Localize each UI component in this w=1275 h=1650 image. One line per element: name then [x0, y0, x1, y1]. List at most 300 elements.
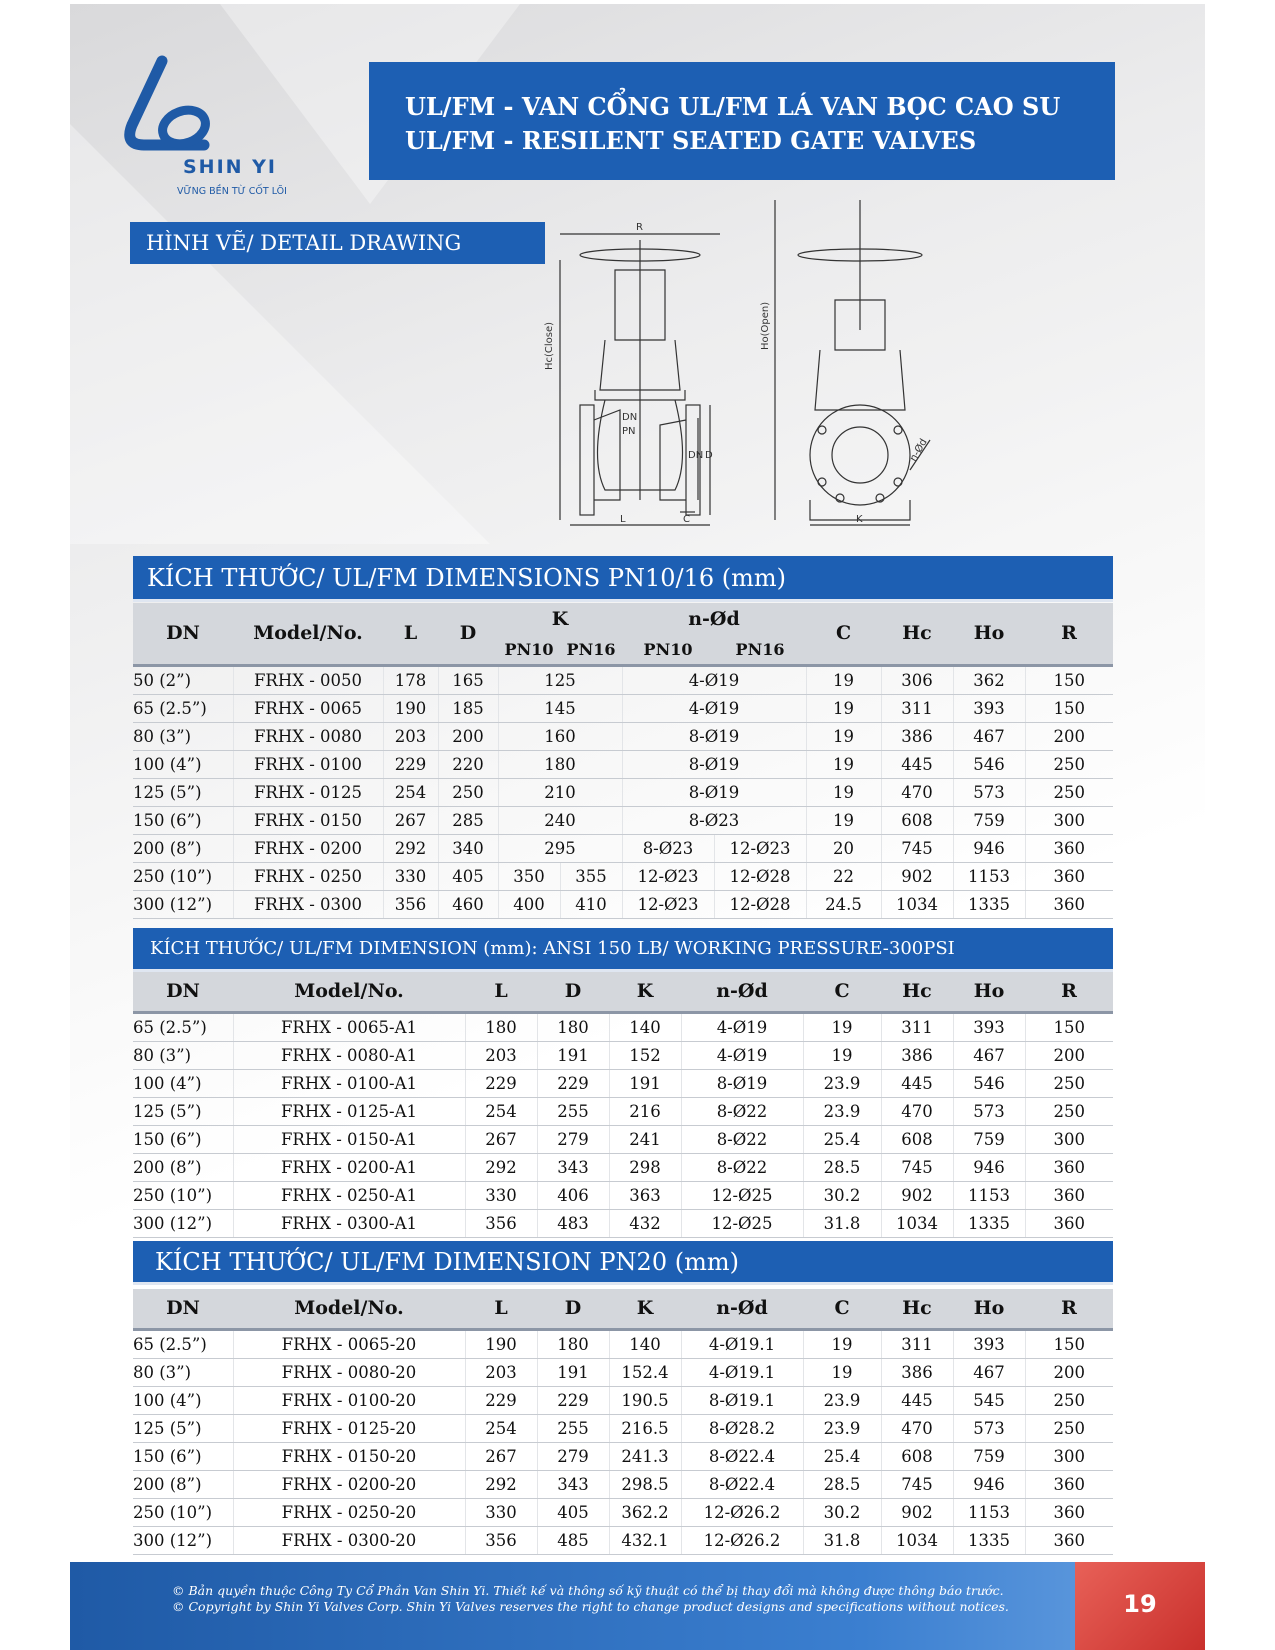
cell-d: 185: [438, 694, 498, 722]
cell-hc: 386: [881, 722, 953, 750]
cell-k-pn10: 400: [498, 890, 560, 918]
footer-copyright: [172, 1583, 1009, 1615]
label-hc: Hc(Close): [544, 321, 555, 370]
cell-d: 405: [438, 862, 498, 890]
table-row: [133, 1181, 1113, 1209]
label-dn: DN: [622, 412, 638, 423]
cell-l: 267: [465, 1442, 537, 1470]
cell-hc: 445: [881, 750, 953, 778]
cell-model: FRHX - 0125-A1: [233, 1097, 465, 1125]
label-c: C: [683, 514, 690, 525]
table-row: [133, 1012, 1113, 1041]
section-title-pn20: KÍCH THƯỚC/ UL/FM DIMENSION PN20 (mm): [133, 1241, 1113, 1285]
cell-d: 200: [438, 722, 498, 750]
label-dn-vertical: DN: [688, 450, 704, 461]
cell-c: 25.4: [803, 1442, 881, 1470]
header-r: R: [1025, 1289, 1113, 1329]
header-dn: DN: [133, 603, 233, 665]
cell-dn: 150 (6”): [133, 1125, 233, 1153]
cell-nod-pn10: 12-Ø23: [622, 862, 714, 890]
cell-dn: 80 (3”): [133, 722, 233, 750]
table-row: [133, 1358, 1113, 1386]
cell-d: 191: [537, 1358, 609, 1386]
cell-model: FRHX - 0050: [233, 665, 383, 694]
cell-model: FRHX - 0150-A1: [233, 1125, 465, 1153]
cell-k: 432.1: [609, 1526, 681, 1554]
cell-ho: 1335: [953, 1209, 1025, 1237]
header-c: C: [806, 603, 881, 665]
cell-r: 150: [1025, 694, 1113, 722]
cell-c: 19: [803, 1358, 881, 1386]
cell-model: FRHX - 0300-20: [233, 1526, 465, 1554]
cell-ho: 545: [953, 1386, 1025, 1414]
cell-hc: 306: [881, 665, 953, 694]
cell-k: 145: [498, 694, 622, 722]
cell-ho: 546: [953, 1069, 1025, 1097]
cell-hc: 311: [881, 1012, 953, 1041]
cell-c: 23.9: [803, 1414, 881, 1442]
cell-nod: 8-Ø22.4: [681, 1470, 803, 1498]
table-row: [133, 890, 1113, 918]
cell-l: 190: [465, 1329, 537, 1358]
cell-d: 483: [537, 1209, 609, 1237]
cell-nod: 8-Ø22: [681, 1125, 803, 1153]
table-row: [133, 778, 1113, 806]
title-vietnamese: UL/FM - VAN CỔNG UL/FM LÁ VAN BỌC CAO SU: [405, 92, 1061, 121]
cell-k: 191: [609, 1069, 681, 1097]
header-dn: DN: [133, 972, 233, 1012]
header-model: Model/No.: [233, 972, 465, 1012]
cell-r: 300: [1025, 1442, 1113, 1470]
cell-dn: 65 (2.5”): [133, 1012, 233, 1041]
cell-k: 298: [609, 1153, 681, 1181]
cell-d: 405: [537, 1498, 609, 1526]
cell-nod: 12-Ø25: [681, 1181, 803, 1209]
cell-ho: 467: [953, 722, 1025, 750]
title-english: UL/FM - RESILENT SEATED GATE VALVES: [405, 126, 977, 155]
cell-dn: 50 (2”): [133, 665, 233, 694]
brand-name: SHIN YI: [183, 156, 277, 178]
cell-l: 254: [465, 1097, 537, 1125]
table-row: [133, 722, 1113, 750]
table-row: [133, 834, 1113, 862]
cell-model: FRHX - 0200-20: [233, 1470, 465, 1498]
cell-nod-pn10: 12-Ø23: [622, 890, 714, 918]
cell-model: FRHX - 0200-A1: [233, 1153, 465, 1181]
cell-k-pn16: 355: [560, 862, 622, 890]
table-row: [133, 1526, 1113, 1554]
cell-k: 363: [609, 1181, 681, 1209]
cell-hc: 386: [881, 1041, 953, 1069]
cell-hc: 470: [881, 778, 953, 806]
cell-l: 292: [465, 1470, 537, 1498]
cell-k: 241: [609, 1125, 681, 1153]
cell-c: 23.9: [803, 1386, 881, 1414]
table-row: [133, 1498, 1113, 1526]
cell-dn: 150 (6”): [133, 806, 233, 834]
cell-k: 362.2: [609, 1498, 681, 1526]
cell-ho: 467: [953, 1358, 1025, 1386]
dimensions-table-pn20: [133, 1289, 1113, 1555]
cell-k: 160: [498, 722, 622, 750]
cell-c: 19: [803, 1329, 881, 1358]
cell-c: 30.2: [803, 1181, 881, 1209]
cell-l: 190: [383, 694, 438, 722]
header-d: D: [537, 1289, 609, 1329]
cell-r: 360: [1025, 1181, 1113, 1209]
cell-dn: 125 (5”): [133, 1414, 233, 1442]
cell-dn: 150 (6”): [133, 1442, 233, 1470]
cell-ho: 1153: [953, 1181, 1025, 1209]
table-row: [133, 1470, 1113, 1498]
cell-ho: 362: [953, 665, 1025, 694]
header-k: K: [609, 972, 681, 1012]
cell-dn: 100 (4”): [133, 1069, 233, 1097]
cell-c: 24.5: [806, 890, 881, 918]
cell-c: 19: [806, 665, 881, 694]
cell-c: 19: [806, 694, 881, 722]
cell-hc: 470: [881, 1097, 953, 1125]
cell-d: 285: [438, 806, 498, 834]
cell-nod: 12-Ø26.2: [681, 1498, 803, 1526]
cell-ho: 1153: [953, 862, 1025, 890]
cell-ho: 1335: [953, 890, 1025, 918]
cell-k: 295: [498, 834, 622, 862]
header-c: C: [803, 972, 881, 1012]
cell-l: 229: [465, 1386, 537, 1414]
cell-ho: 1153: [953, 1498, 1025, 1526]
cell-model: FRHX - 0080-20: [233, 1358, 465, 1386]
cell-ho: 1335: [953, 1526, 1025, 1554]
cell-l: 180: [465, 1012, 537, 1041]
table-row: [133, 665, 1113, 694]
cell-nod: 4-Ø19: [622, 694, 806, 722]
cell-c: 30.2: [803, 1498, 881, 1526]
header-nod: n-Ød: [681, 972, 803, 1012]
cell-l: 254: [465, 1414, 537, 1442]
cell-k: 152.4: [609, 1358, 681, 1386]
header-k-pn10: PN10: [498, 635, 560, 665]
cell-c: 19: [806, 778, 881, 806]
section-title-ansi-150: KÍCH THƯỚC/ UL/FM DIMENSION (mm): ANSI 150 LB/ WORKING PRESSURE-300PSI: [133, 928, 1113, 972]
cell-r: 200: [1025, 1358, 1113, 1386]
cell-dn: 300 (12”): [133, 890, 233, 918]
cell-d: 180: [537, 1329, 609, 1358]
cell-d: 343: [537, 1470, 609, 1498]
cell-k-pn10: 350: [498, 862, 560, 890]
cell-k: 241.3: [609, 1442, 681, 1470]
table-row: [133, 1209, 1113, 1237]
cell-l: 203: [383, 722, 438, 750]
cell-d: 279: [537, 1442, 609, 1470]
table-row: [133, 862, 1113, 890]
cell-hc: 608: [881, 806, 953, 834]
cell-k: 216.5: [609, 1414, 681, 1442]
cell-d: 343: [537, 1153, 609, 1181]
label-pn: PN: [622, 426, 636, 437]
cell-k: 210: [498, 778, 622, 806]
table-row: [133, 1386, 1113, 1414]
page-title: [369, 62, 1115, 180]
copyright-vietnamese: © Bản quyền thuộc Công Ty Cổ Phần Van Shin Yi. Thiết kế và thông số kỹ thuật có thể bị thay đổi mà không được thông báo trước.: [172, 1583, 1004, 1598]
header-c: C: [803, 1289, 881, 1329]
cell-r: 360: [1025, 862, 1113, 890]
cell-ho: 393: [953, 694, 1025, 722]
cell-c: 28.5: [803, 1470, 881, 1498]
cell-dn: 250 (10”): [133, 862, 233, 890]
cell-d: 255: [537, 1097, 609, 1125]
header-k: K: [609, 1289, 681, 1329]
cell-hc: 902: [881, 1181, 953, 1209]
label-k: K: [856, 514, 863, 525]
cell-d: 229: [537, 1069, 609, 1097]
table-row: [133, 1329, 1113, 1358]
cell-d: 485: [537, 1526, 609, 1554]
cell-model: FRHX - 0125-20: [233, 1414, 465, 1442]
cell-d: 229: [537, 1386, 609, 1414]
cell-r: 250: [1025, 1069, 1113, 1097]
cell-l: 330: [383, 862, 438, 890]
cell-hc: 745: [881, 1153, 953, 1181]
cell-c: 31.8: [803, 1209, 881, 1237]
cell-model: FRHX - 0065-20: [233, 1329, 465, 1358]
cell-r: 150: [1025, 665, 1113, 694]
cell-c: 23.9: [803, 1069, 881, 1097]
cell-nod-pn16: 12-Ø23: [714, 834, 806, 862]
table-row: [133, 1069, 1113, 1097]
cell-hc: 902: [881, 1498, 953, 1526]
cell-c: 25.4: [803, 1125, 881, 1153]
table-row: [133, 1153, 1113, 1181]
cell-r: 300: [1025, 1125, 1113, 1153]
cell-r: 250: [1025, 750, 1113, 778]
cell-dn: 300 (12”): [133, 1209, 233, 1237]
header-hc: Hc: [881, 603, 953, 665]
cell-nod: 12-Ø25: [681, 1209, 803, 1237]
cell-l: 356: [465, 1526, 537, 1554]
cell-model: FRHX - 0300: [233, 890, 383, 918]
cell-r: 360: [1025, 834, 1113, 862]
cell-hc: 386: [881, 1358, 953, 1386]
cell-dn: 65 (2.5”): [133, 1329, 233, 1358]
cell-model: FRHX - 0065: [233, 694, 383, 722]
cell-k: 216: [609, 1097, 681, 1125]
table-row: [133, 806, 1113, 834]
cell-ho: 573: [953, 778, 1025, 806]
cell-k: 140: [609, 1012, 681, 1041]
cell-model: FRHX - 0080-A1: [233, 1041, 465, 1069]
cell-d: 255: [537, 1414, 609, 1442]
cell-dn: 300 (12”): [133, 1526, 233, 1554]
cell-l: 229: [383, 750, 438, 778]
header-hc: Hc: [881, 1289, 953, 1329]
cell-d: 220: [438, 750, 498, 778]
drawing-section-label: HÌNH VẼ/ DETAIL DRAWING: [130, 222, 545, 264]
cell-nod: 8-Ø19.1: [681, 1386, 803, 1414]
header-d: D: [537, 972, 609, 1012]
cell-ho: 393: [953, 1329, 1025, 1358]
cell-c: 28.5: [803, 1153, 881, 1181]
header-hc: Hc: [881, 972, 953, 1012]
cell-model: FRHX - 0080: [233, 722, 383, 750]
cell-model: FRHX - 0100-20: [233, 1386, 465, 1414]
header-r: R: [1025, 972, 1113, 1012]
header-ho: Ho: [953, 972, 1025, 1012]
cell-r: 360: [1025, 890, 1113, 918]
cell-dn: 100 (4”): [133, 1386, 233, 1414]
dimensions-table-pn10-16: [133, 603, 1113, 919]
cell-d: 406: [537, 1181, 609, 1209]
valve-detail-drawing: [544, 200, 1020, 560]
cell-nod: 8-Ø19: [622, 778, 806, 806]
cell-l: 178: [383, 665, 438, 694]
header-model: Model/No.: [233, 603, 383, 665]
cell-model: FRHX - 0250: [233, 862, 383, 890]
cell-hc: 445: [881, 1069, 953, 1097]
cell-hc: 608: [881, 1442, 953, 1470]
cell-nod: 8-Ø22: [681, 1153, 803, 1181]
cell-model: FRHX - 0100-A1: [233, 1069, 465, 1097]
cell-r: 360: [1025, 1526, 1113, 1554]
cell-dn: 80 (3”): [133, 1041, 233, 1069]
cell-l: 229: [465, 1069, 537, 1097]
cell-ho: 573: [953, 1414, 1025, 1442]
table-row: [133, 694, 1113, 722]
cell-ho: 759: [953, 1125, 1025, 1153]
header-nod-pn16: PN16: [714, 635, 806, 665]
cell-l: 267: [383, 806, 438, 834]
cell-hc: 1034: [881, 890, 953, 918]
cell-dn: 125 (5”): [133, 1097, 233, 1125]
cell-d: 180: [537, 1012, 609, 1041]
cell-ho: 573: [953, 1097, 1025, 1125]
cell-k: 432: [609, 1209, 681, 1237]
cell-model: FRHX - 0150-20: [233, 1442, 465, 1470]
cell-r: 250: [1025, 1097, 1113, 1125]
cell-dn: 250 (10”): [133, 1181, 233, 1209]
cell-model: FRHX - 0300-A1: [233, 1209, 465, 1237]
cell-r: 250: [1025, 1386, 1113, 1414]
cell-l: 254: [383, 778, 438, 806]
header-r: R: [1025, 603, 1113, 665]
cell-hc: 745: [881, 1470, 953, 1498]
brand-tagline: VỮNG BỀN TỪ CỐT LÕI: [177, 186, 287, 197]
cell-d: 191: [537, 1041, 609, 1069]
cell-c: 19: [806, 806, 881, 834]
cell-nod: 8-Ø23: [622, 806, 806, 834]
cell-dn: 200 (8”): [133, 1470, 233, 1498]
cell-model: FRHX - 0250-20: [233, 1498, 465, 1526]
cell-dn: 125 (5”): [133, 778, 233, 806]
cell-ho: 759: [953, 806, 1025, 834]
header-d: D: [438, 603, 498, 665]
cell-nod: 4-Ø19: [681, 1012, 803, 1041]
header-l: L: [465, 1289, 537, 1329]
label-ho: Ho(Open): [760, 301, 771, 350]
cell-model: FRHX - 0100: [233, 750, 383, 778]
cell-r: 360: [1025, 1153, 1113, 1181]
section-title-pn10-16: KÍCH THƯỚC/ UL/FM DIMENSIONS PN10/16 (mm): [133, 556, 1113, 602]
cell-k: 152: [609, 1041, 681, 1069]
cell-nod: 8-Ø19: [622, 722, 806, 750]
cell-ho: 393: [953, 1012, 1025, 1041]
cell-l: 267: [465, 1125, 537, 1153]
cell-model: FRHX - 0150: [233, 806, 383, 834]
header-k-pn16: PN16: [560, 635, 622, 665]
dimensions-table-ansi-150: [133, 972, 1113, 1238]
cell-k-pn16: 410: [560, 890, 622, 918]
table-row: [133, 1442, 1113, 1470]
label-d: D: [705, 450, 713, 461]
cell-r: 150: [1025, 1329, 1113, 1358]
cell-dn: 65 (2.5”): [133, 694, 233, 722]
cell-dn: 200 (8”): [133, 1153, 233, 1181]
cell-r: 150: [1025, 1012, 1113, 1041]
cell-dn: 250 (10”): [133, 1498, 233, 1526]
cell-c: 31.8: [803, 1526, 881, 1554]
cell-hc: 1034: [881, 1526, 953, 1554]
cell-ho: 759: [953, 1442, 1025, 1470]
cell-c: 22: [806, 862, 881, 890]
header-k: K: [551, 608, 569, 630]
header-l: L: [383, 603, 438, 665]
cell-ho: 546: [953, 750, 1025, 778]
page-number: 19: [1123, 1590, 1157, 1618]
header-dn: DN: [133, 1289, 233, 1329]
cell-nod: 8-Ø22.4: [681, 1442, 803, 1470]
cell-model: FRHX - 0250-A1: [233, 1181, 465, 1209]
header-nod: n-Ød: [688, 608, 740, 630]
cell-nod: 8-Ø19: [681, 1069, 803, 1097]
cell-nod-pn10: 8-Ø23: [622, 834, 714, 862]
cell-nod-pn16: 12-Ø28: [714, 862, 806, 890]
cell-c: 19: [806, 722, 881, 750]
cell-hc: 902: [881, 862, 953, 890]
cell-k: 190.5: [609, 1386, 681, 1414]
cell-d: 250: [438, 778, 498, 806]
cell-d: 460: [438, 890, 498, 918]
cell-l: 330: [465, 1498, 537, 1526]
cell-r: 250: [1025, 778, 1113, 806]
cell-nod: 8-Ø28.2: [681, 1414, 803, 1442]
cell-l: 292: [465, 1153, 537, 1181]
cell-r: 360: [1025, 1498, 1113, 1526]
label-l: L: [620, 514, 626, 525]
cell-k: 125: [498, 665, 622, 694]
cell-nod: 4-Ø19.1: [681, 1329, 803, 1358]
cell-c: 23.9: [803, 1097, 881, 1125]
cell-hc: 470: [881, 1414, 953, 1442]
cell-model: FRHX - 0125: [233, 778, 383, 806]
cell-hc: 445: [881, 1386, 953, 1414]
cell-l: 203: [465, 1358, 537, 1386]
table-row: [133, 1414, 1113, 1442]
header-nod-pn10: PN10: [622, 635, 714, 665]
cell-nod: 4-Ø19.1: [681, 1358, 803, 1386]
label-nod: n-Ød: [908, 437, 930, 464]
cell-r: 200: [1025, 722, 1113, 750]
cell-nod: 4-Ø19: [681, 1041, 803, 1069]
cell-hc: 1034: [881, 1209, 953, 1237]
cell-nod-pn16: 12-Ø28: [714, 890, 806, 918]
table-row: [133, 1041, 1113, 1069]
header-nod: n-Ød: [681, 1289, 803, 1329]
cell-nod: 4-Ø19: [622, 665, 806, 694]
cell-k: 240: [498, 806, 622, 834]
cell-l: 292: [383, 834, 438, 862]
cell-d: 279: [537, 1125, 609, 1153]
copyright-english: © Copyright by Shin Yi Valves Corp. Shin Yi Valves reserves the right to change product designs and specifications without notices.: [172, 1599, 1009, 1614]
